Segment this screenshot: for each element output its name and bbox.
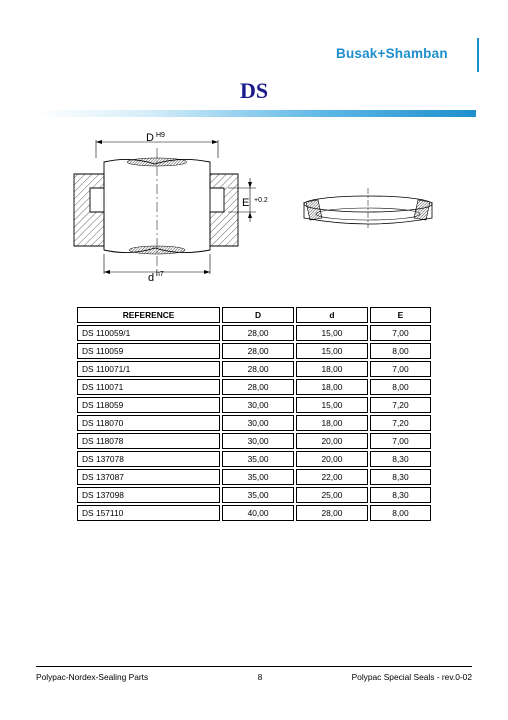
brand-logo-text: Busak+Shamban [336,46,448,61]
cell-D: 28,00 [222,343,294,359]
cell-d: 15,00 [296,397,368,413]
cell-d: 15,00 [296,325,368,341]
table-row [77,415,431,431]
cell-E: 8,30 [370,487,431,503]
table-row [77,469,431,485]
housing-section-view [74,140,256,276]
cell-D: 28,00 [222,325,294,341]
cell-E: 7,20 [370,397,431,413]
cell-E: 8,00 [370,379,431,395]
cell-reference: DS 157110 [77,505,220,521]
dimension-tolerance-D: H9 [156,132,165,139]
column-header-reference: REFERENCE [77,307,220,323]
dimension-label-d: d [148,272,155,284]
technical-drawing [60,128,460,288]
cell-D: 35,00 [222,451,294,467]
cell-reference: DS 110059/1 [77,325,220,341]
brand-logo-bar [477,38,479,72]
cell-reference: DS 118059 [77,397,220,413]
cell-D: 35,00 [222,487,294,503]
cell-reference: DS 137087 [77,469,220,485]
cell-reference: DS 137098 [77,487,220,503]
cell-E: 7,00 [370,361,431,377]
cell-E: 8,00 [370,505,431,521]
table-row [77,361,431,377]
cell-reference: DS 137078 [77,451,220,467]
cell-E: 8,30 [370,469,431,485]
cell-d: 28,00 [296,505,368,521]
cell-D: 28,00 [222,361,294,377]
cell-D: 30,00 [222,433,294,449]
column-header-E: E [370,307,431,323]
table-row [77,397,431,413]
column-header-d: d [296,307,368,323]
dimension-tolerance-E: +0.2 [254,197,268,204]
table-row [77,325,431,341]
cell-E: 8,30 [370,451,431,467]
cell-reference: DS 110059 [77,343,220,359]
cell-E: 7,00 [370,325,431,341]
cell-d: 18,00 [296,379,368,395]
seal-dimensions-table [75,305,433,523]
header-gradient-bar [36,110,476,117]
cell-reference: DS 118078 [77,433,220,449]
cell-d: 20,00 [296,451,368,467]
table-row [77,379,431,395]
table-row [77,343,431,359]
cell-d: 18,00 [296,361,368,377]
footer-right-text: Polypac Special Seals - rev.0-02 [351,672,472,682]
footer-divider [36,666,472,667]
cell-D: 30,00 [222,415,294,431]
cell-reference: DS 110071/1 [77,361,220,377]
cell-d: 15,00 [296,343,368,359]
cell-D: 28,00 [222,379,294,395]
cell-reference: DS 118070 [77,415,220,431]
cell-D: 35,00 [222,469,294,485]
cell-E: 7,20 [370,415,431,431]
dimension-label-E: E [242,197,250,209]
cell-d: 22,00 [296,469,368,485]
page-title: DS [239,78,269,103]
cell-d: 25,00 [296,487,368,503]
footer-left-text: Polypac-Nordex-Sealing Parts [36,672,149,682]
footer-page-number: 8 [257,672,263,682]
table-row [77,487,431,503]
table-row [77,505,431,521]
dimension-label-D: D [146,132,154,144]
table-row [77,451,431,467]
table-row [77,433,431,449]
column-header-D: D [222,307,294,323]
cell-E: 7,00 [370,433,431,449]
seal-ring-view [304,188,432,228]
cell-D: 30,00 [222,397,294,413]
cell-d: 18,00 [296,415,368,431]
brand-logo [320,34,485,74]
cell-D: 40,00 [222,505,294,521]
cell-reference: DS 110071 [77,379,220,395]
table-header-row [77,307,431,323]
dimension-tolerance-d: h7 [156,271,164,278]
cell-d: 20,00 [296,433,368,449]
cell-E: 8,00 [370,343,431,359]
